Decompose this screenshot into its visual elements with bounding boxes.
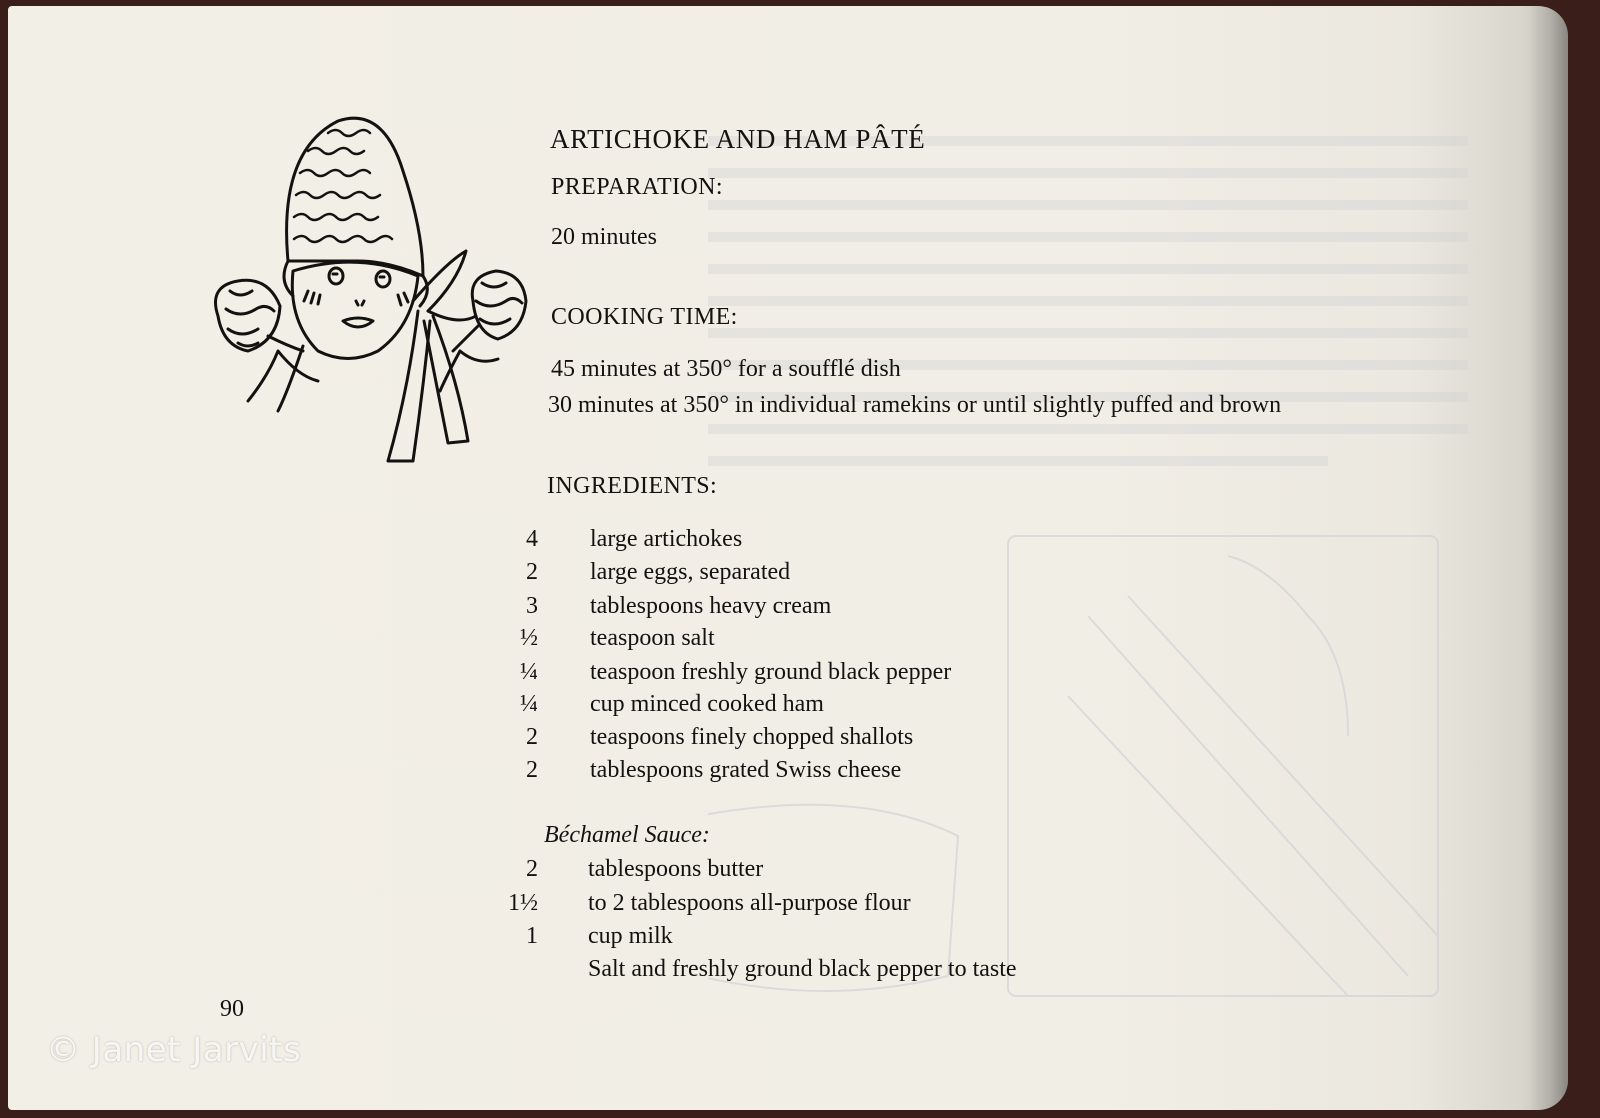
ingredient-qty: 2 xyxy=(526,559,538,585)
bechamel-sauce-label: Béchamel Sauce: xyxy=(544,822,710,848)
ingredient-text: teaspoons finely chopped shallots xyxy=(590,724,914,750)
ingredient-text: to 2 tablespoons all-purpose flour xyxy=(588,890,911,916)
ingredient-qty: ¼ xyxy=(520,691,538,717)
copyright-watermark: © Janet Jarvits xyxy=(46,1030,302,1070)
ingredient-text: large eggs, separated xyxy=(590,559,791,585)
ingredients-label: INGREDIENTS: xyxy=(547,473,718,499)
bonnet-girl-illustration xyxy=(208,111,538,471)
ingredient-text: teaspoon salt xyxy=(590,625,715,651)
page-gutter-shadow xyxy=(1528,6,1568,1110)
book-page xyxy=(8,6,1568,1110)
ingredient-qty: 2 xyxy=(526,724,538,750)
ingredient-text: Salt and freshly ground black pepper to taste xyxy=(588,956,1017,982)
ingredient-qty: 1½ xyxy=(508,890,538,916)
ingredient-text: cup milk xyxy=(588,923,673,949)
ingredient-text: tablespoons grated Swiss cheese xyxy=(590,757,902,783)
ingredient-qty: 2 xyxy=(526,856,538,882)
ingredient-text: cup minced cooked ham xyxy=(590,691,824,717)
page-number: 90 xyxy=(220,996,244,1022)
ingredient-qty: 4 xyxy=(526,526,538,552)
ingredient-text: teaspoon freshly ground black pepper xyxy=(590,659,952,685)
ingredient-text: tablespoons heavy cream xyxy=(590,593,832,619)
ingredient-qty: ½ xyxy=(520,625,538,651)
ingredient-qty: 2 xyxy=(526,757,538,783)
ingredient-qty: 3 xyxy=(526,593,538,619)
preparation-label: PREPARATION: xyxy=(551,174,723,200)
cooking-time-line: 45 minutes at 350° for a soufflé dish xyxy=(551,356,901,382)
ingredient-qty: 1 xyxy=(526,923,538,949)
ingredient-text: large artichokes xyxy=(590,526,743,552)
preparation-time: 20 minutes xyxy=(551,224,657,250)
recipe-title: ARTICHOKE AND HAM PÂTÉ xyxy=(550,124,926,154)
cooking-time-line: 30 minutes at 350° in individual ramekins or until slightly puffed and brown xyxy=(548,392,1282,418)
ingredient-qty: ¼ xyxy=(520,659,538,685)
cooking-time-label: COOKING TIME: xyxy=(551,304,738,330)
ingredient-text: tablespoons butter xyxy=(588,856,764,882)
